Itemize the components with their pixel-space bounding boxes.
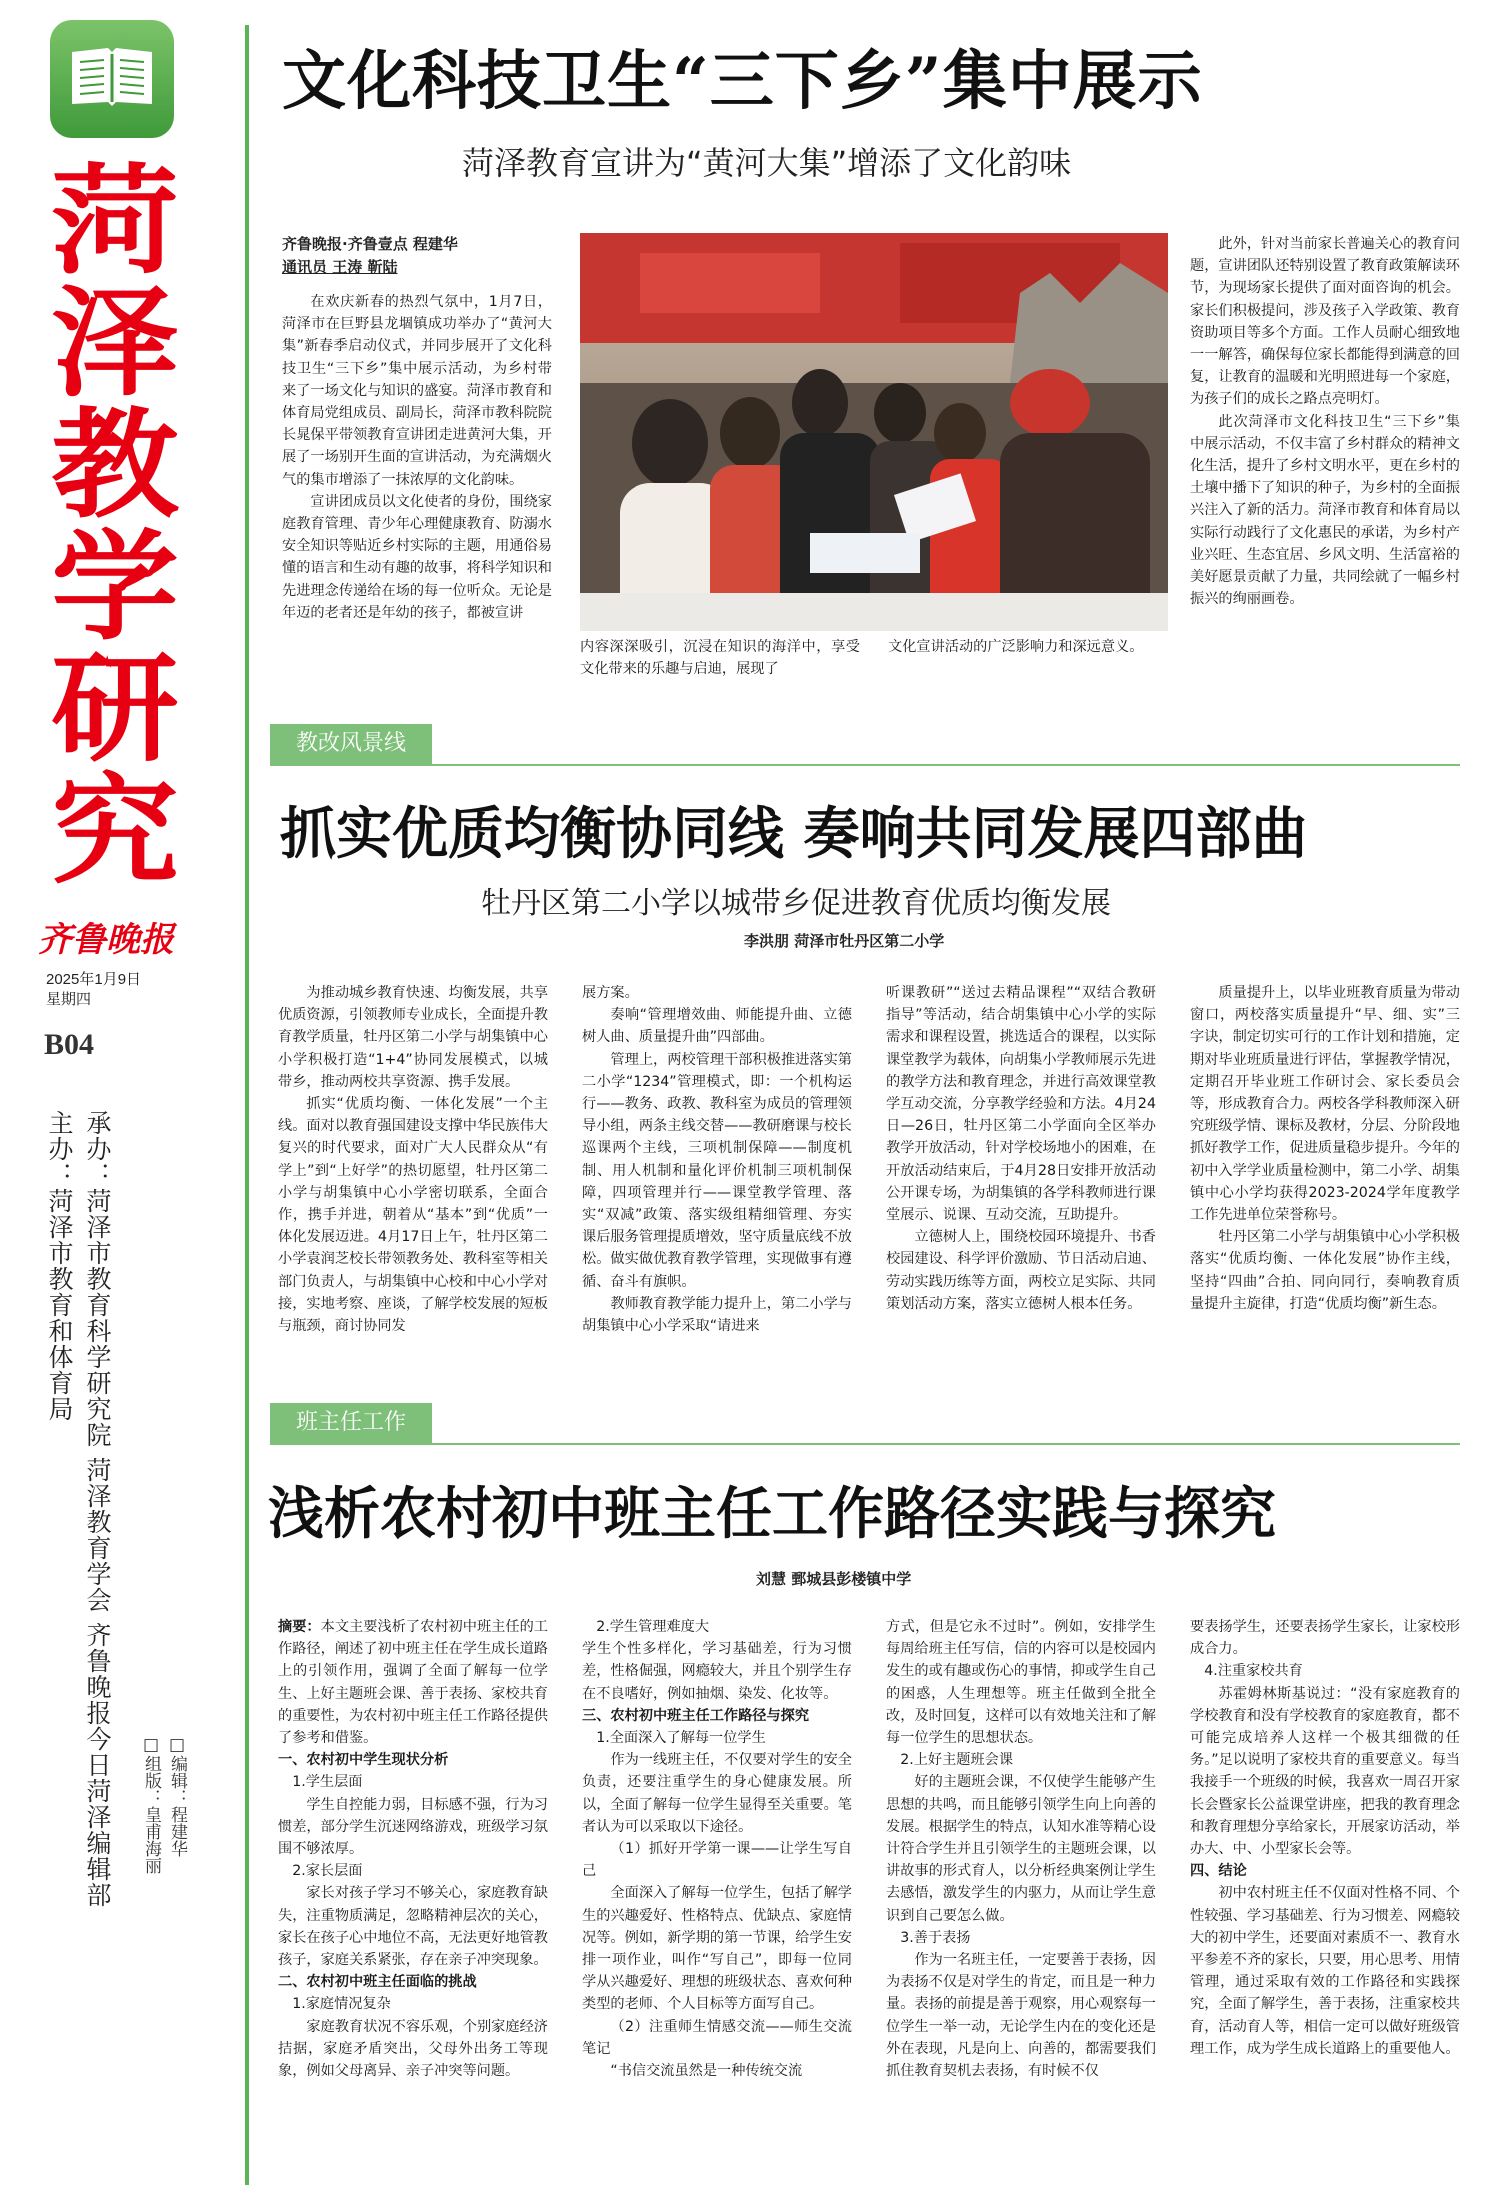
section-heading: 三、农村初中班主任工作路径与探究 xyxy=(582,1707,810,1724)
masthead-title: 菏 泽 教 学 研 究 xyxy=(51,152,179,900)
layout-credit: □组版：皇甫海丽 xyxy=(141,1735,161,1874)
article1-title: 文化科技卫生“三下乡”集中展示 xyxy=(282,44,1203,119)
paragraph: 要表扬学生，还要表扬学生家长，让家校形成合力。 xyxy=(1190,1619,1460,1658)
paragraph: 3.善于表扬 xyxy=(900,1929,971,1946)
paragraph: 摘要：本文主要浅析了农村初中班主任的工作路径，阐述了初中班主任在学生成长道路上的引领作用，强调了全面了解每一位学生、上好主题班会课、善于表扬、家校共育的重要性，为农村初中班主任工作路径提供了参考和借鉴。 xyxy=(278,1619,548,1747)
paragraph: 初中农村班主任不仅面对性格不同、个性较强、学习基础差、行为习惯差、网瘾较大的初中学生，还要面对素质不一、教育水平参差不齐的家长，只要，用心思考、用情管理，通过采取有效的工作路径和实践探究，全面了解学生，善于表扬，注重家校共育，活动育人等，相信一定可以做好班级管理工作，成为学生成长道路上的重要他人。 xyxy=(1190,1885,1460,2057)
paragraph: 作为一线班主任，不仅要对学生的安全负责，还要注重学生的身心健康发展。所以，全面了解每一位学生显得至关重要。笔者认为可以采取以下途径。 xyxy=(582,1752,852,1835)
editor-credit: □编辑：程建华 xyxy=(167,1735,187,1857)
page-number: B04 xyxy=(44,1028,95,1061)
article2-col3: 听课教研”“送过去精品课程”“双结合教研指导”等活动，结合胡集镇中心小学的实际需求和课程设置，挑选适合的课程，以实际课堂教学为载体，向胡集小学教师展示先进的教学方法和教育理念，并进行高效课堂教学互动交流，分享教学经验和方法。4月24日—26日，牡丹区第二小学面向全区举办教学开放活动，针对学校场地小的困难，在开放活动结束后，于4月28日安排开放活动公开课专场，为胡集镇的各学科教师进行课堂展示、说课、互动交流，互助提升。 立德树人上，围绕校园环境提升、书香校园建设、科学评价激励、节日活动启迪、劳动实践历练等方面，两校立足实际、共同策划活动方案，落实立德树人根本任务。 xyxy=(886,985,1156,1312)
paragraph: 家长对孩子学习不够关心，家庭教育缺失，注重物质满足，忽略精神层次的关心，家长在孩子心中地位不高，无法更好地管教孩子，家庭关系紧张，存在亲子冲突现象。 xyxy=(278,1885,548,1969)
article3-col3 xyxy=(886,1616,1156,2176)
paragraph: （2）注重师生情感交流——师生交流笔记 xyxy=(582,2018,852,2057)
masthead xyxy=(0,0,240,2185)
section-heading: 二、农村初中班主任面临的挑战 xyxy=(278,1974,477,1991)
paragraph: 学生个性多样化，学习基础差，行为习惯差，性格倔强，网瘾较大，并且个别学生存在不良嗜好，例如抽烟、染发、化妆等。 xyxy=(582,1641,852,1702)
newspaper-logo: 齐鲁晚报 xyxy=(38,920,174,960)
article2-col2: 展方案。 奏响“管理增效曲、师能提升曲、立德树人曲、质量提升曲”四部曲。 管理上，两校管理干部积极推进落实第二小学“1234”管理模式，即：一个机构运行——教务、政教、教科室为成员的管理领导小组，两条主线交替——教研磨课与校长巡课两个主线，三项机制保障——制度机制、用人机制和量化评价机制三项机制保障，四项管理并行——课堂教学管理、落实“双减”政策、落实级组精细管理、夯实课后服务管理提质增效，坚守质量底线不放松。做实做优教育教学管理，实现做事有遵循、奋斗有旗帜。 教师教育教学能力提升上，第二小学与胡集镇中心小学采取“请进来 xyxy=(582,985,852,1335)
article3-byline: 刘慧 鄄城县彭楼镇中学 xyxy=(756,1570,912,1588)
article1-col2: 内容深深吸引，沉浸在知识的海洋中，享受文化带来的乐趣与启迪，展现了 xyxy=(580,639,860,678)
paragraph: 2.学生管理难度大 xyxy=(596,1619,710,1635)
paragraph: 1.学生层面 xyxy=(292,1774,363,1791)
article2-subtitle: 牡丹区第二小学以城带乡促进教育优质均衡发展 xyxy=(481,886,1111,921)
paragraph: 全面深入了解每一位学生，包括了解学生的兴趣爱好、性格特点、优缺点、家庭情况等。例如，新学期的第一节课，给学生安排一项作业，叫作“写自己”，即每一位同学从兴趣爱好、理想的班级状态、喜欢何种类型的老师、个人目标等方面写自己。 xyxy=(582,1885,852,2013)
paragraph: 好的主题班会课，不仅使学生能够产生思想的共鸣，而且能够引领学生向上向善的发展。根据学生的特点，认知水准等精心设计符合学生并且引领学生的主题班会课，以讲故事的形式育人，以分析经典案例让学生去感悟，激发学生的内驱力，从而让学生意识到自己要怎么做。 xyxy=(886,1774,1156,1924)
paragraph: 2.家长层面 xyxy=(292,1863,363,1880)
article3-title: 浅析农村初中班主任工作路径实践与探究 xyxy=(268,1481,1276,1547)
paragraph: 作为一名班主任，一定要善于表扬，因为表扬不仅是对学生的肯定，而且是一种力量。表扬的前提是善于观察，用心观察每一位学生一举一动，无论学生内在的变化还是外在表现，凡是向上、向善的，都需要我们抓住教育契机去表扬，有时候不仅 xyxy=(886,1952,1156,2080)
article2-title: 抓实优质均衡协同线 奏响共同发展四部曲 xyxy=(280,801,1308,867)
paragraph: （1）抓好开学第一课——让学生写自己 xyxy=(582,1841,852,1880)
section-divider xyxy=(270,1443,1460,1445)
article1-subtitle: 菏泽教育宣讲为“黄河大集”增添了文化韵味 xyxy=(462,144,1072,182)
article1-byline-reporters: 通讯员 王涛 靳陆 xyxy=(282,258,398,276)
paragraph: 2.上好主题班会课 xyxy=(900,1752,1014,1769)
abstract-label: 摘要： xyxy=(278,1619,321,1635)
article3-col4 xyxy=(1190,1616,1460,2176)
open-book-icon xyxy=(50,20,174,138)
paragraph: 家庭教育状况不容乐观，个别家庭经济拮据，家庭矛盾突出，父母外出务工等现象，例如父母离异、亲子冲突等问题。 xyxy=(278,2018,548,2080)
article3-col2 xyxy=(582,1616,852,2176)
section-divider xyxy=(270,764,1460,766)
paragraph: 学生自控能力弱，目标感不强，行为习惯差，部分学生沉迷网络游戏，班级学习氛围不够浓厚。 xyxy=(278,1796,548,1858)
organizer-cheng: 承办：菏泽市教育科学研究院 菏泽教育学会 齐鲁晚报今日菏泽编辑部 xyxy=(83,1110,112,1908)
article2-byline: 李洪朋 菏泽市牡丹区第二小学 xyxy=(744,932,945,950)
paragraph: 1.全面深入了解每一位学生 xyxy=(596,1730,766,1747)
paragraph: 1.家庭情况复杂 xyxy=(292,1996,391,2013)
section-tag-reform: 教改风景线 xyxy=(270,724,432,764)
article2-col1: 为推动城乡教育快速、均衡发展，共享优质资源，引领教师专业成长，全面提升教育教学质量，牡丹区第二小学与胡集镇中心小学积极打造“1+4”协同发展模式，以城带乡，推动两校共享资源、携手发展。 抓实“优质均衡、一体化发展”一个主线。面对以教育强国建设支撑中华民族伟大复兴的时代要求，面对广大人民群众从“有学上”到“上好学”的热切愿望，牡丹区第二小学与胡集镇中心小学密切联系，全面合作，携手并进，朝着从“基本”到“优质”一体化发展迈进。4月17日上午，牡丹区第二小学袁润芝校长带领教务处、教科室等相关部门负责人，与胡集镇中心校和中心小学对接，实地考察、座谈，了解学校发展的短板与瓶颈，商讨协同发 xyxy=(278,985,548,1335)
article2-col4: 质量提升上，以毕业班教育质量为带动窗口，两校落实质量提升“早、细、实”三字诀，制定切实可行的工作计划和措施，定期对毕业班质量进行评估，掌握教学情况，定期召开毕业班工作研讨会、家长委员会等，形成教育合力。两校各学科教师深入研究班级学情、课标及教材，分层、分阶段地抓好教学工作，促进质量稳步提升。今年的初中入学学业质量检测中，第二小学、胡集镇中心小学均获得2023-2024学年度教学工作先进单位荣誉称号。 牡丹区第二小学与胡集镇中心小学积极落实“优质均衡、一体化发展”协作主线，坚持“四曲”合拍、同向同行，奏响教育质量提升主旋律，打造“优质均衡”新生态。 xyxy=(1190,985,1460,1312)
article3-col1 xyxy=(278,1616,548,2176)
section-tag-headteacher: 班主任工作 xyxy=(270,1403,432,1443)
article1-col4: 此外，针对当前家长普遍关心的教育问题，宣讲团队还特别设置了教育政策解读环节，为现场家长提供了面对面咨询的机会。家长们积极提问，涉及孩子入学政策、教育资助项目等多个方面。工作人员耐心细致地一一解答，确保每位家长都能得到满意的回复，让教育的温暖和光明照进每一个家庭，为孩子们的成长之路点亮明灯。 此次菏泽市文化科技卫生“三下乡”集中展示活动，不仅丰富了乡村群众的精神文化生活，提升了乡村文明水平，更在乡村的土壤中播下了知识的种子，为乡村的全面振兴注入了新的活力。菏泽市教育和体育局以实际行动践行了文化惠民的承诺，为乡村产业兴旺、生态宜居、乡风文明、生活富裕的美好愿景贡献了力量，共同绘就了一幅乡村振兴的绚丽画卷。 xyxy=(1190,236,1460,608)
article1-col3: 文化宣讲活动的广泛影响力和深远意义。 xyxy=(888,639,1144,655)
section-heading: 一、农村初中学生现状分析 xyxy=(278,1752,449,1769)
section-heading: 四、结论 xyxy=(1190,1863,1247,1880)
paragraph: “书信交流虽然是一种传统交流 xyxy=(610,2063,803,2080)
issue-date: 2025年1月9日 星期四 xyxy=(46,971,142,1008)
paragraph: 4.注重家校共育 xyxy=(1204,1663,1303,1680)
article1-byline: 齐鲁晚报·齐鲁壹点 程建华 xyxy=(282,235,458,253)
organizer-zhu: 主办：菏泽市教育和体育局 xyxy=(45,1110,74,1422)
paragraph: 苏霍姆林斯基说过：“没有家庭教育的学校教育和没有学校教育的家庭教育，都不可能完成培养人这样一个极其细微的任务。”足以说明了家校共育的重要意义。每当我接手一个班级的时候，我喜欢一周召开家长会暨家长公益课堂讲座，把我的教育理念和教育理想分享给家长，开展家访活动，举办大、中、小型家长会等。 xyxy=(1190,1685,1460,1858)
event-photo xyxy=(580,233,1168,631)
article1-col1: 在欢庆新春的热烈气氛中，1月7日，菏泽市在巨野县龙堌镇成功举办了“黄河大集”新春季启动仪式，并同步展开了文化科技卫生“三下乡”集中展示活动，为乡村带来了一场文化与知识的盛宴。菏泽市教育和体育局党组成员、副局长，菏泽市教科院院长晁保平带领教育宣讲团走进黄河大集，开展了一场别开生面的宣讲活动，为充满烟火气的集市增添了一抹浓厚的文化韵味。 宣讲团成员以文化使者的身份，围绕家庭教育管理、青少年心理健康教育、防溺水安全知识等贴近乡村实际的主题，用通俗易懂的语言和生动有趣的故事，将科学知识和先进理念传递给在场的每一位听众。无论是年迈的老者还是年幼的孩子，都被宣讲 xyxy=(282,294,552,621)
masthead-divider xyxy=(245,25,249,2185)
paragraph: 方式，但是它永不过时”。例如，安排学生每周给班主任写信，信的内容可以是校园内发生的或有趣或伤心的事情，抑或学生自己的困惑，人生理想等。班主任做到全批全改，及时回复，这样可以有效地关注和了解每一位学生的思想状态。 xyxy=(886,1619,1156,1747)
